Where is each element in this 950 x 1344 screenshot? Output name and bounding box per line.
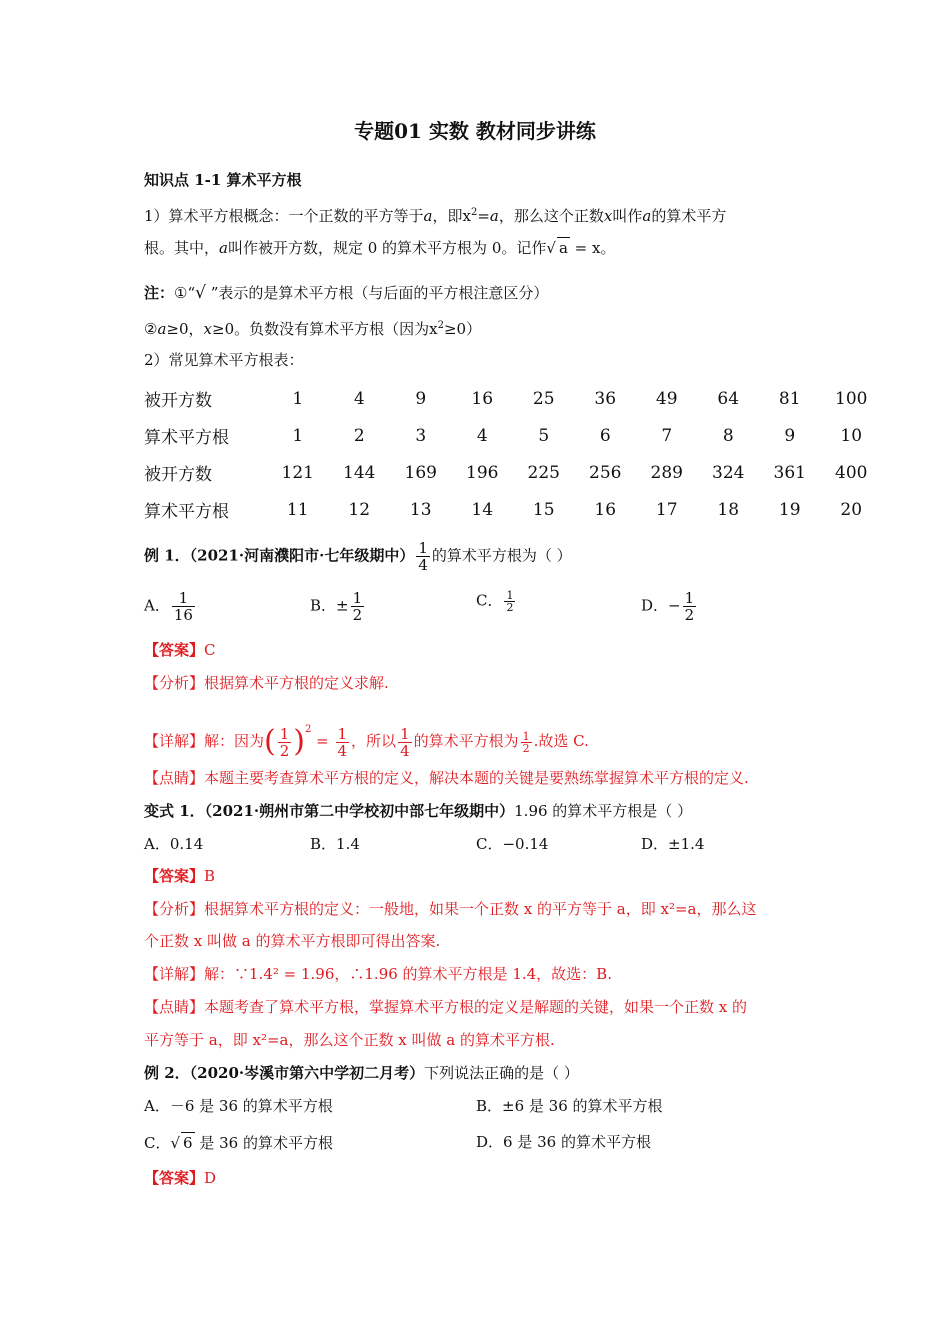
variant-1-analysis-l1: 【分析】根据算术平方根的定义：一般地，如果一个正数 x 的平方等于 a，即 x²=a，那么这	[144, 900, 757, 918]
table-cell: 11	[286, 499, 309, 520]
table-cell: 256	[589, 462, 622, 483]
table-cell: 14	[471, 499, 494, 520]
variant-1-option: B．1.4	[310, 835, 360, 853]
table-row-label: 被开方数	[144, 465, 212, 485]
table-cell: 144	[343, 462, 376, 483]
example-2-option-d: D．6 是 36 的算术平方根	[476, 1133, 651, 1151]
table-cell: 1	[292, 425, 304, 446]
example-1-option: C． $\frac{1}{2}$	[476, 589, 514, 614]
table-cell: 2	[353, 425, 365, 446]
example-2-option-a: A．－6 是 36 的算术平方根	[144, 1097, 333, 1115]
radical-icon: √	[546, 239, 556, 257]
example-2-question: 例 2．（2020·岑溪市第六中学初二月考）下列说法正确的是（ ）	[144, 1064, 579, 1082]
variant-1-option: D．±1.4	[641, 835, 705, 853]
table-cell: 16	[594, 499, 617, 520]
table-cell: 18	[717, 499, 740, 520]
table-row-label: 算术平方根	[144, 502, 229, 522]
table-cell: 400	[835, 462, 868, 483]
example-2-answer: 【答案】D	[144, 1169, 217, 1187]
table-row	[144, 380, 882, 417]
table-cell: 16	[471, 388, 494, 409]
radical-symbol-icon: √	[195, 283, 206, 303]
table-cell: 10	[840, 425, 863, 446]
concept-line-2: 根。其中，a叫作被开方数，规定 0 的算术平方根为 0。记作√ a = x。	[144, 239, 616, 257]
table-cell: 9	[415, 388, 427, 409]
table-row	[144, 491, 882, 528]
variant-1-analysis-l2: 个正数 x 叫做 a 的算术平方根即可得出答案.	[144, 932, 441, 950]
table-cell: 196	[466, 462, 499, 483]
table-cell: 6	[599, 425, 611, 446]
table-cell: 225	[527, 462, 560, 483]
variant-1-option: C．−0.14	[476, 835, 549, 853]
table-cell: 169	[404, 462, 437, 483]
table-cell: 5	[538, 425, 550, 446]
table-cell: 49	[655, 388, 678, 409]
sqrt-table	[144, 380, 882, 528]
example-2-option-c: C．√ 6 是 36 的算术平方根	[144, 1134, 333, 1152]
table-cell: 121	[281, 462, 314, 483]
concept-line-1: 1）算术平方根概念：一个正数的平方等于a，即$x^2=a$，那么这个正数x叫作a的算术平方	[144, 207, 727, 225]
table-cell: 1	[292, 388, 304, 409]
table-cell: 64	[717, 388, 740, 409]
table-cell: 15	[532, 499, 555, 520]
table-row	[144, 417, 882, 454]
variant-1-point-l2: 平方等于 a，即 x²=a，那么这个正数 x 叫做 a 的算术平方根.	[144, 1031, 555, 1049]
table-cell: 3	[415, 425, 427, 446]
table-row-label: 被开方数	[144, 391, 212, 411]
example-2-option-b: B．±6 是 36 的算术平方根	[476, 1097, 663, 1115]
note-line-1: 注：①“√ ”表示的是算术平方根（与后面的平方根注意区分）	[144, 283, 549, 303]
variant-1-point-l1: 【点睛】本题考查了算术平方根，掌握算术平方根的定义是解题的关键，如果一个正数 x 的	[144, 998, 748, 1016]
table-cell: 19	[778, 499, 801, 520]
example-1-question: 例 1．（2021·河南濮阳市·七年级期中） $\frac{1}{4}$ 的算术平方根为（ ）	[144, 539, 572, 574]
table-cell: 4	[476, 425, 488, 446]
example-1-option: A． $\frac{1}{16}$	[144, 589, 193, 624]
table-cell: 361	[773, 462, 806, 483]
table-cell: 17	[655, 499, 678, 520]
table-cell: 36	[594, 388, 617, 409]
variant-1-question: 变式 1．（2021·朔州市第二中学校初中部七年级期中）1.96 的算术平方根是（ ）	[144, 802, 693, 820]
table-cell: 13	[409, 499, 432, 520]
table-row	[144, 454, 882, 491]
variant-1-option: A．0.14	[144, 835, 204, 853]
table-cell: 9	[784, 425, 796, 446]
section-heading: 知识点 1-1 算术平方根	[144, 171, 302, 189]
table-cell: 12	[348, 499, 371, 520]
example-1-analysis: 【分析】根据算术平方根的定义求解.	[144, 674, 389, 692]
table-cell: 20	[840, 499, 863, 520]
table-row-label: 算术平方根	[144, 428, 229, 448]
page-title: 专题01 实数 教材同步讲练	[354, 119, 596, 143]
table-cell: 4	[353, 388, 365, 409]
table-cell: 289	[650, 462, 683, 483]
example-1-answer: 【答案】C	[144, 641, 216, 659]
example-1-point: 【点睛】本题主要考查算术平方根的定义，解决本题的关键是要熟练掌握算术平方根的定义.	[144, 769, 749, 787]
note-line-2: ②a≥0，x≥0。负数没有算术平方根（因为$x^2\ge 0$）	[144, 320, 482, 338]
radical-icon: √	[170, 1134, 181, 1152]
table-cell: 8	[722, 425, 734, 446]
example-1-detail: 【详解】解：因为( $\frac{1}{2}$ )$^2$ = $\frac{1}{4}$ ，所以 $\frac{1}{4}$ 的算术平方根为 $\frac{1}{2}$ .故选 C.	[144, 724, 589, 760]
variant-1-answer: 【答案】B	[144, 867, 216, 885]
example-1-option: D．− $\frac{1}{2}$	[641, 589, 695, 624]
table-heading: 2）常见算术平方根表：	[144, 351, 304, 369]
table-cell: 25	[532, 388, 555, 409]
variant-1-detail: 【详解】解：∵1.4² = 1.96，∴1.96 的算术平方根是 1.4，故选：B.	[144, 965, 612, 983]
example-1-option: B．± $\frac{1}{2}$	[310, 589, 363, 624]
table-cell: 7	[661, 425, 673, 446]
table-cell: 100	[835, 388, 868, 409]
table-cell: 81	[778, 388, 801, 409]
table-cell: 324	[712, 462, 745, 483]
